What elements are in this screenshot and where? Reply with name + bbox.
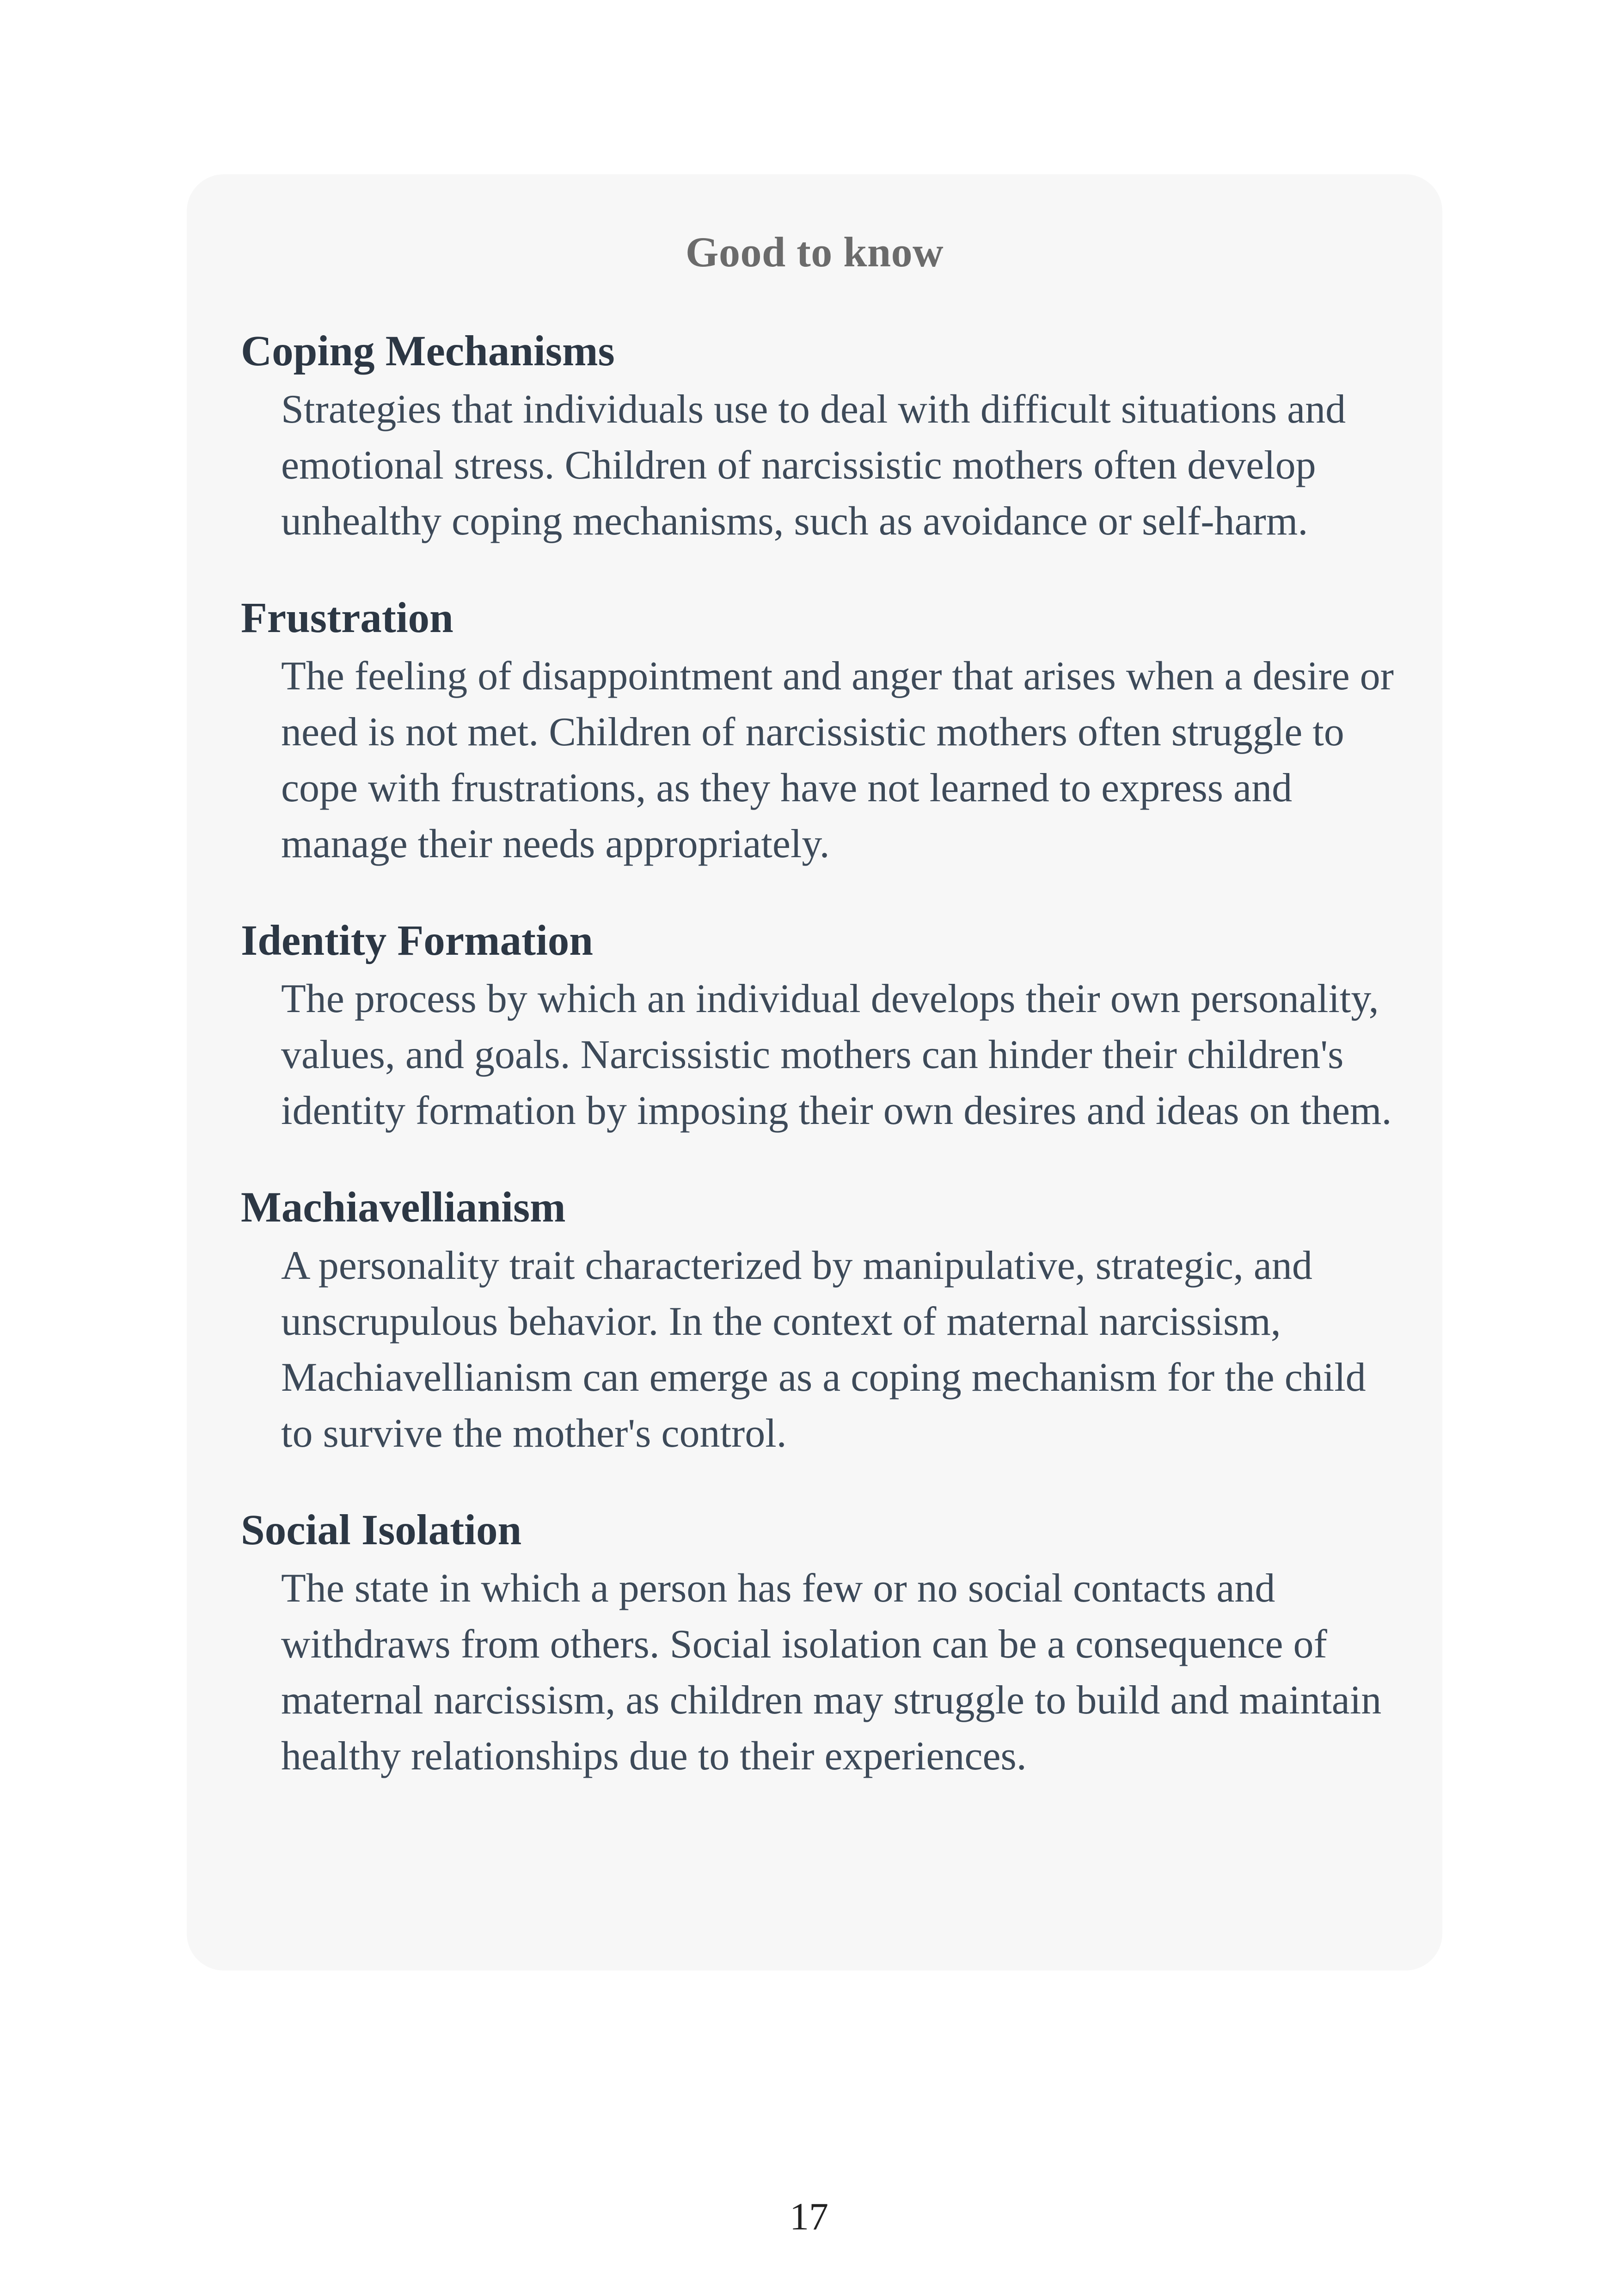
glossary-definition: The process by which an individual develops their own personality, values, and goals. Narcissistic mothers can hinder their children's identity formation by imposing their own desires and ideas on them. <box>281 976 1392 1133</box>
glossary-definition: Strategies that individuals use to deal with difficult situations and emotional stress. Children of narcissistic mothers often develop unhealthy coping mechanisms, such as avoidance or self-harm. <box>281 387 1346 544</box>
page-number: 17 <box>790 2195 828 2238</box>
glossary-definition: The state in which a person has few or no social contacts and withdraws from others. Social isolation can be a consequence of maternal narcissism, as children may struggle to build and maintain healthy relationships due to their experiences. <box>281 1566 1382 1779</box>
glossary-definition: A personality trait characterized by manipulative, strategic, and unscrupulous behavior. In the context of maternal narcissism, Machiavellianism can emerge as a coping mechanism for the child to survive the mother's control. <box>281 1243 1366 1456</box>
glossary-term: Coping Mechanisms <box>241 327 615 375</box>
good-to-know-box <box>187 174 1442 1971</box>
glossary-term: Machiavellianism <box>241 1184 566 1231</box>
glossary-entry <box>187 1503 1442 1784</box>
glossary-term: Frustration <box>241 594 454 642</box>
glossary-entry <box>187 591 1442 872</box>
glossary-entry <box>187 914 1442 1139</box>
glossary-definition: The feeling of disappointment and anger that arises when a desire or need is not met. Children of narcissistic mothers often struggle to cope with frustrations, as they have not learned to express and manage their needs appropriately. <box>281 654 1394 866</box>
glossary-entry <box>187 1180 1442 1461</box>
box-title: Good to know <box>685 228 944 276</box>
glossary-term: Social Isolation <box>241 1506 522 1554</box>
glossary-term: Identity Formation <box>241 917 594 964</box>
glossary-entry <box>187 324 1442 549</box>
